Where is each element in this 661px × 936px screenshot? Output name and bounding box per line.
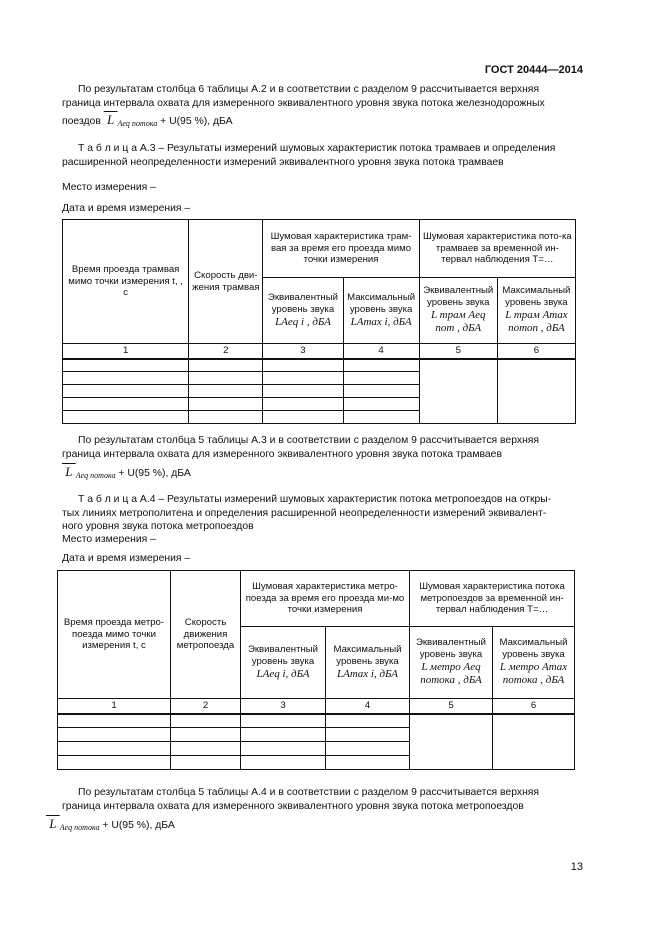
a4-caption-l3: ного уровня звука потока метропоездов: [62, 521, 254, 533]
a3-place: Место измерения –: [62, 182, 156, 193]
formula-l-bar: L: [46, 816, 60, 832]
a3-num5: 5: [419, 344, 497, 359]
a3-sub4: Максимальный уровень звука L трам Amax потоп , дБА: [497, 278, 575, 344]
p2-line2: граница интервала охвата для измеренного эквивалентного уровня звука потока трамваев: [62, 448, 502, 460]
a3-caption-l2: расширенной неопределенности измерений эквивалентного уровня звука потока трамваев: [62, 156, 504, 168]
page-number: 13: [570, 861, 583, 873]
p1-line1: По результатам столбца 6 таблицы А.2 и в соответствии с разделом 9 рассчитывается верхняя: [78, 84, 540, 95]
a4-num2: 2: [171, 699, 241, 714]
p1-line3-prefix: поездов: [62, 116, 101, 128]
p3-line1: По результатам столбца 5 таблицы А.4 и в соответствии с разделом 9 рассчитывается верхняя: [78, 787, 540, 798]
a3-group2-header: Шумовая характеристика пото-ка трамваев за временной ин-тервал наблюдения T=…: [419, 220, 575, 278]
a3-datetime: Дата и время измерения –: [62, 203, 191, 214]
table-a4-caption: [62, 493, 582, 534]
p2-line1: По результатам столбца 5 таблицы А.3 и в соответствии с разделом 9 рассчитывается верхняя: [78, 435, 540, 446]
a4-col1-header: Время проезда метро-поезда мимо точки измерения t, с: [58, 571, 171, 699]
a4-sub1: Эквивалентный уровень звука LAeq i, дБА: [241, 627, 326, 699]
a4-sub3: Эквивалентный уровень звука L метро Aeq потока , дБА: [410, 627, 493, 699]
a4-group1-header: Шумовая характеристика метро-поезда за время его проезда ми-мо точки измерения: [241, 571, 410, 627]
table-a3: [62, 219, 576, 424]
a3-caption-l1: Т а б л и ц а А.3 – Результаты измерений шумовых характеристик потока трамваев и определения: [78, 143, 556, 154]
a3-col1-header: Время проезда трамвая мимо точки измерения t, , с: [63, 220, 189, 344]
doc-header: ГОСТ 20444—2014: [484, 64, 583, 76]
table-a3-caption: [62, 142, 582, 169]
a3-num1: 1: [63, 344, 189, 359]
a3-sub2: Максимальный уровень звука LAmax i, дБА: [343, 278, 419, 344]
formula-tail: + U(95 %), дБА: [102, 820, 175, 832]
a3-sub1: Эквивалентный уровень звука LAeq i , дБА: [263, 278, 343, 344]
a3-col2-header: Скорость дви-жения трамвая: [189, 220, 263, 344]
a3-sub3: Эквивалентный уровень звука L трам Aeq пот , дБА: [419, 278, 497, 344]
table-a4: [57, 570, 575, 770]
a4-num3: 3: [241, 699, 326, 714]
formula-l-bar: L: [62, 464, 76, 480]
paragraph-3: [46, 786, 582, 833]
a3-num2: 2: [189, 344, 263, 359]
a3-num4: 4: [343, 344, 419, 359]
a3-num6: 6: [497, 344, 575, 359]
a4-caption-l1: Т а б л и ц а А.4 – Результаты измерений шумовых характеристик потока метропоездов на откры-: [78, 494, 552, 505]
a4-sub2: Максимальный уровень звука LAmax i, дБА: [326, 627, 410, 699]
formula-sub: Aeq потока: [117, 119, 158, 129]
formula-sub: Aeq потока: [59, 823, 100, 833]
a4-num1: 1: [58, 699, 171, 714]
formula-tail: + U(95 %), дБА: [160, 116, 233, 128]
formula-tail: + U(95 %), дБА: [118, 468, 191, 480]
a4-col2-header: Скорость движения метропоезда: [171, 571, 241, 699]
paragraph-2: [62, 434, 582, 481]
a4-datetime: Дата и время измерения –: [62, 553, 191, 564]
formula-l-bar: L: [103, 112, 118, 128]
a4-caption-l2: тых линиях метрополитена и определения расширенной неопределенности измерений эквивалент-: [62, 507, 547, 519]
p1-line2: граница интервала охвата для измеренного эквивалентного уровня звука потока железнодорожных: [62, 97, 545, 109]
a4-num6: 6: [493, 699, 575, 714]
a4-sub4: Максимальный уровень звука L метро Amax потока , дБА: [493, 627, 575, 699]
a4-num5: 5: [410, 699, 493, 714]
p3-line2: граница интервала охвата для измеренного эквивалентного уровня звука потока метропоездов: [62, 800, 524, 812]
a4-num4: 4: [326, 699, 410, 714]
paragraph-1: [62, 83, 582, 129]
table-row: [58, 714, 575, 728]
a3-num3: 3: [263, 344, 343, 359]
a4-group2-header: Шумовая характеристика потока метропоездов за временной ин-тервал наблюдения T=…: [410, 571, 575, 627]
table-row: [63, 359, 576, 372]
a4-place: Место измерения –: [62, 534, 156, 545]
a3-group1-header: Шумовая характеристика трам-вая за время его проезда мимо точки измерения: [263, 220, 419, 278]
formula-sub: Aeq потока: [75, 471, 116, 481]
